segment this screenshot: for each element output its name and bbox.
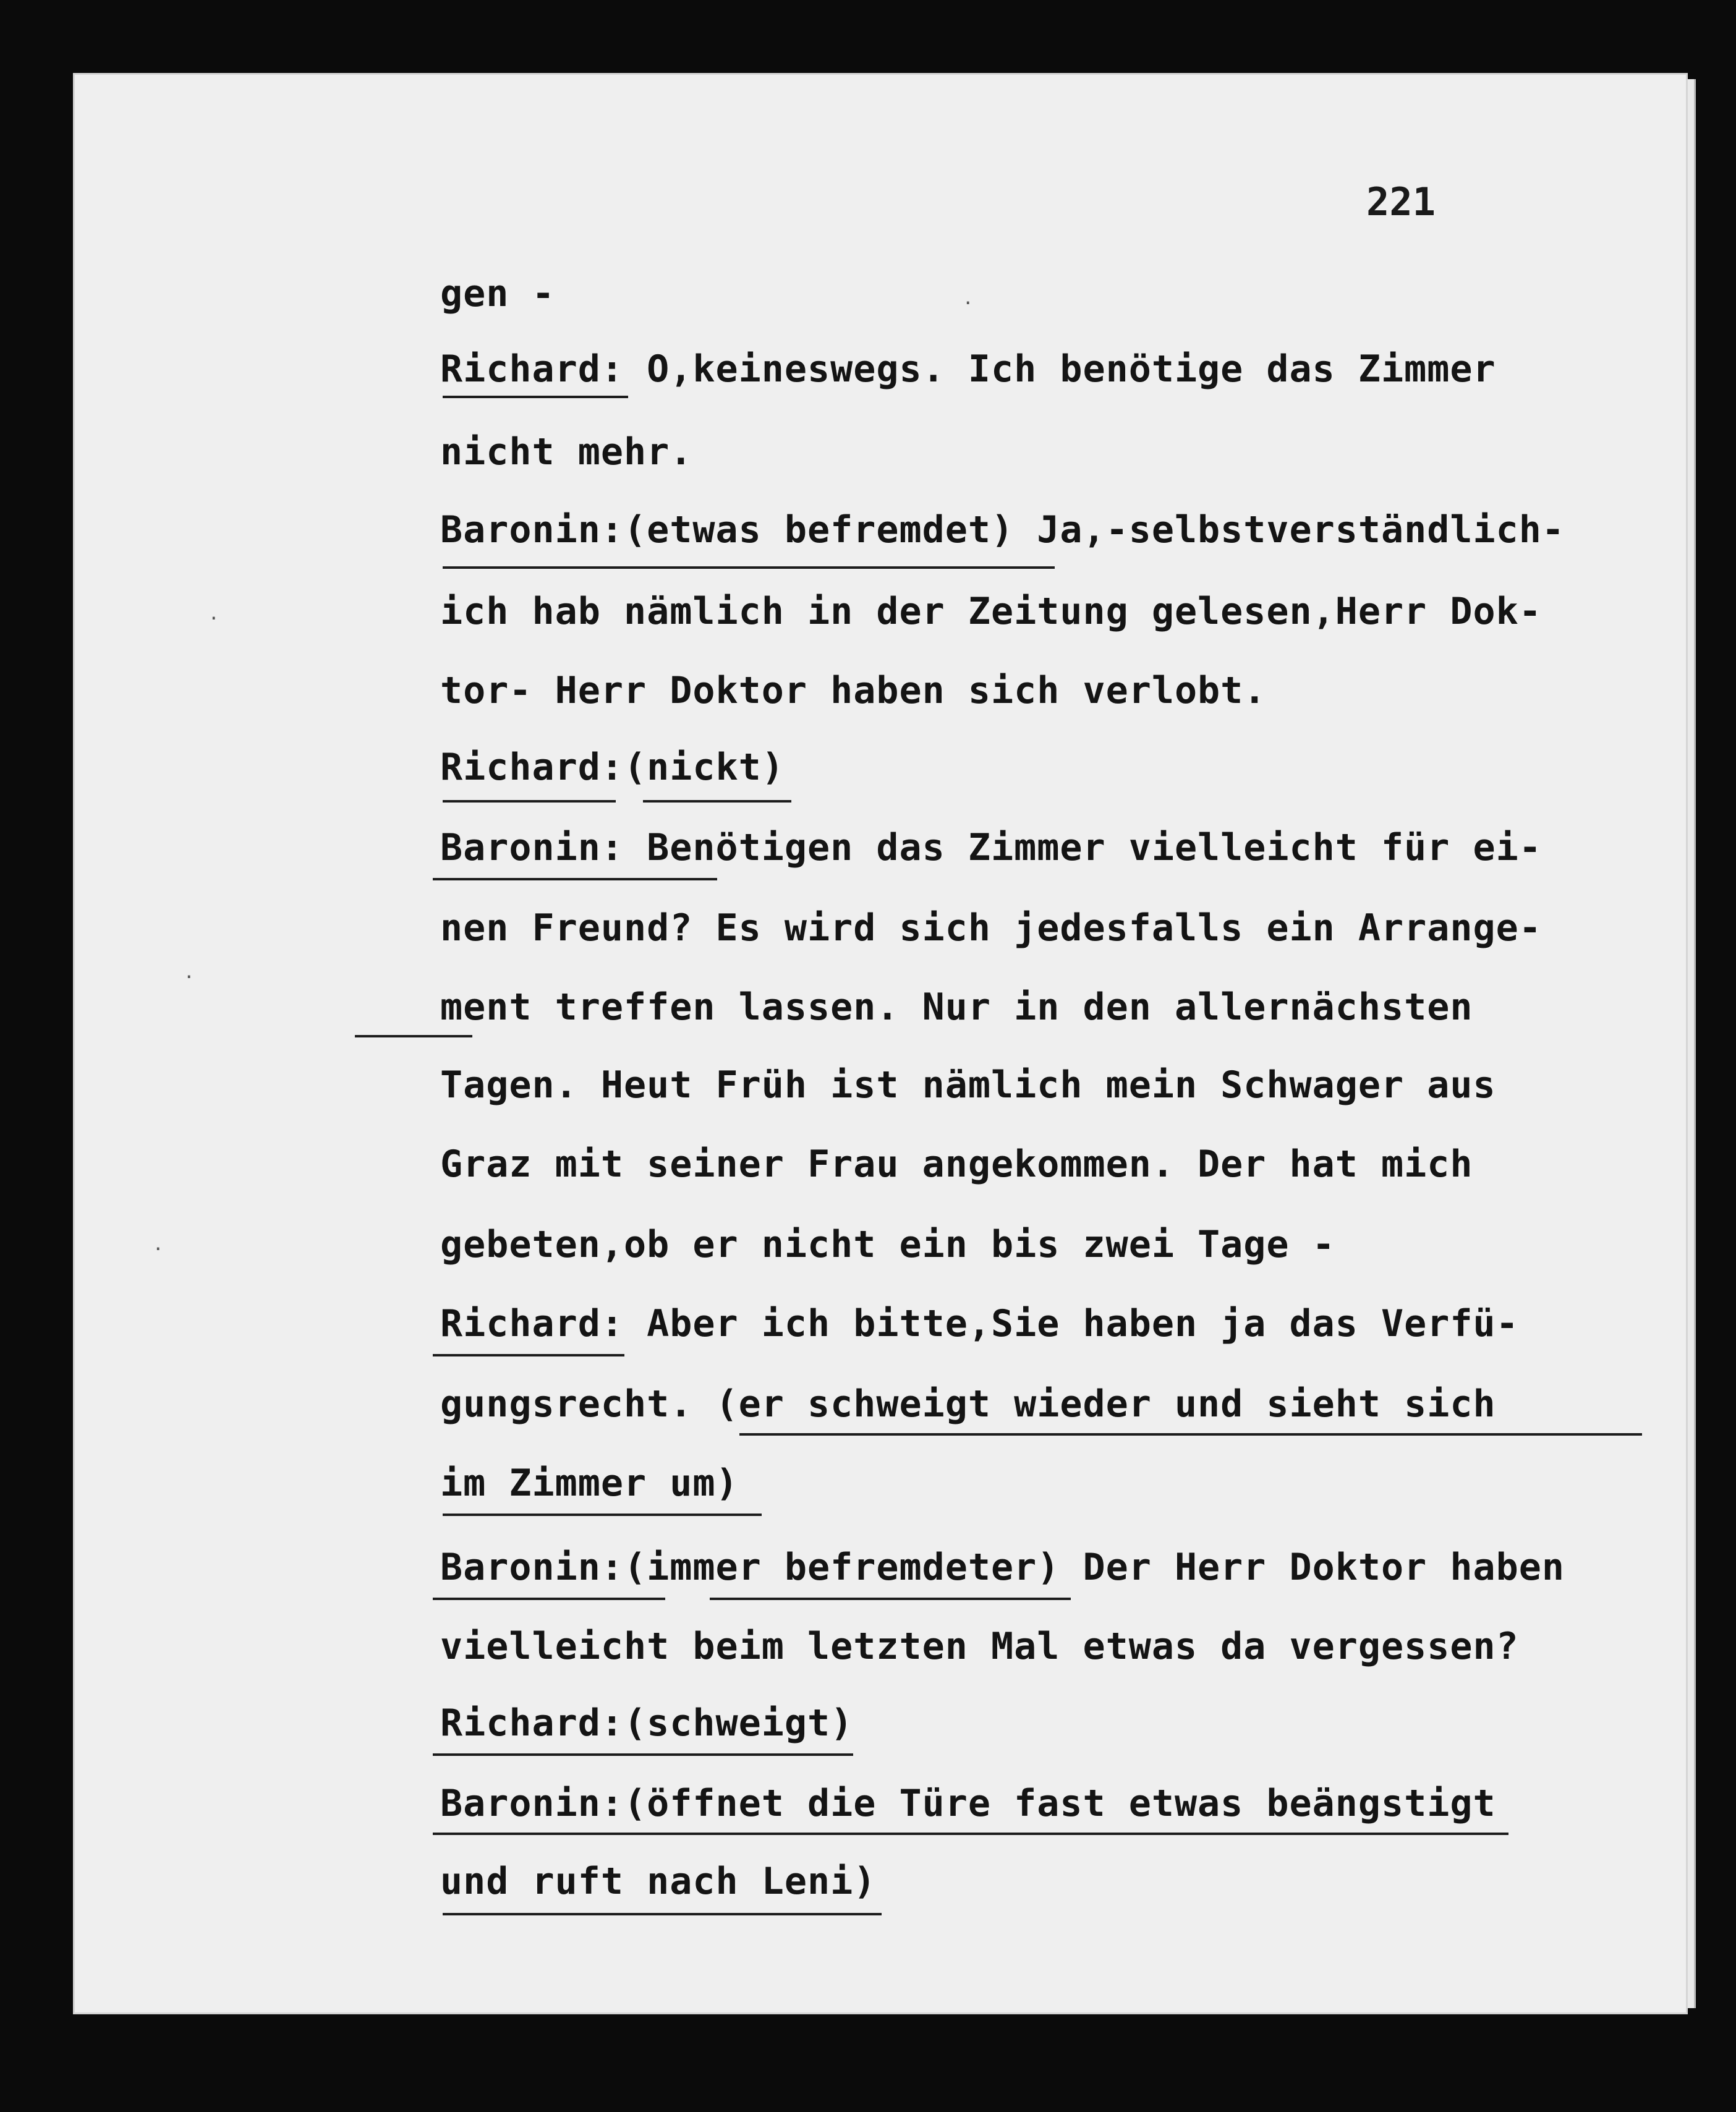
text-line-19: Richard:(schweigt) — [440, 1701, 854, 1745]
text-line-12: Graz mit seiner Frau angekommen. Der hat mich — [440, 1143, 1473, 1186]
underline-speaker — [433, 1598, 665, 1600]
page-number: 221 — [1366, 179, 1436, 224]
scan-speck: · — [185, 964, 193, 990]
text-line-9: nen Freund? Es wird sich jedesfalls ein Arrange- — [440, 906, 1542, 950]
text-line-10: ment treffen lassen. Nur in den allernächsten — [440, 986, 1473, 1029]
text-line-8: Baronin: Benötigen das Zimmer vielleicht für ei- — [440, 826, 1542, 869]
text-line-4: Baronin:(etwas befremdet) Ja,-selbstverständlich- — [440, 508, 1565, 551]
text-line-16: im Zimmer um) — [440, 1462, 739, 1505]
text-line-21: und ruft nach Leni) — [440, 1860, 877, 1903]
underline-speaker — [443, 396, 628, 398]
underline-stage-direction — [443, 1913, 882, 1915]
underline-stage-direction — [710, 1598, 1071, 1600]
text-line-2: Richard: O,keineswegs. Ich benötige das Zimmer — [440, 347, 1496, 391]
text-line-13: gebeten,ob er nicht ein bis zwei Tage - — [440, 1223, 1335, 1266]
text-line-18: vielleicht beim letzten Mal etwas da vergessen? — [440, 1625, 1519, 1668]
underline-stage-direction — [739, 1433, 1642, 1436]
underline-speaker — [433, 1354, 624, 1356]
text-line-6: tor- Herr Doktor haben sich verlobt. — [440, 669, 1267, 712]
text-line-7: Richard:(nickt) — [440, 746, 785, 789]
text-line-11: Tagen. Heut Früh ist nämlich mein Schwager aus — [440, 1063, 1496, 1107]
scan-speck: · — [210, 606, 218, 631]
text-line-5: ich hab nämlich in der Zeitung gelesen,Herr Dok- — [440, 590, 1542, 633]
text-line-17: Baronin:(immer befremdeter) Der Herr Doktor haben — [440, 1546, 1565, 1589]
underline-speaker — [433, 1753, 853, 1756]
underline-stage-direction — [443, 1514, 762, 1516]
text-line-14: Richard: Aber ich bitte,Sie haben ja das Verfü- — [440, 1302, 1519, 1345]
underline-speaker — [443, 800, 616, 803]
underline-speaker — [443, 566, 1055, 569]
scan-speck: · — [155, 1237, 162, 1262]
text-line-20: Baronin:(öffnet die Türe fast etwas beängstigt — [440, 1782, 1496, 1825]
scan-speck: · — [964, 291, 972, 316]
underline-stage-direction — [355, 1035, 472, 1037]
text-line-1: gen - — [440, 272, 555, 315]
underline-stage-direction — [433, 1833, 1508, 1835]
underline-speaker — [433, 878, 717, 880]
text-line-15: gungsrecht. (er schweigt wieder und sieht sich — [440, 1382, 1496, 1426]
underline-stage-direction — [643, 800, 791, 803]
text-line-3: nicht mehr. — [440, 430, 693, 474]
